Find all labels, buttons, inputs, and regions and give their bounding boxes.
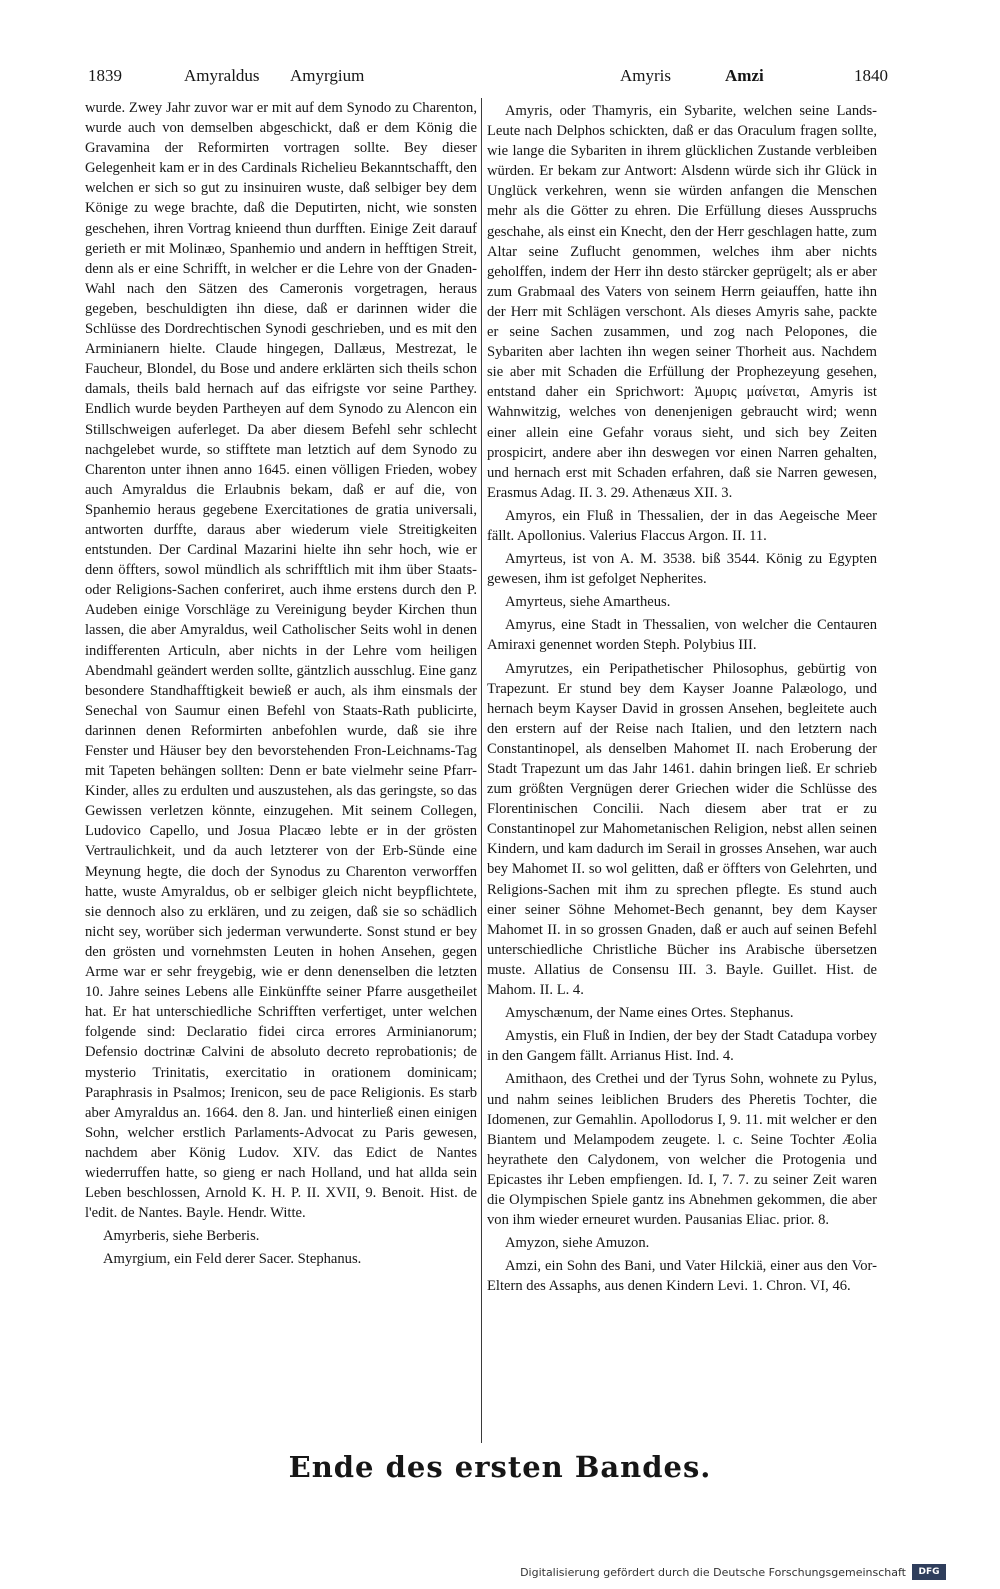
right-keyword-first: Amyris: [620, 66, 671, 85]
left-page-number: 1839: [88, 66, 122, 85]
entry-amyrgium: Amyrgium, ein Feld derer Sacer. Stephanus.: [103, 1251, 362, 1268]
entry-amyzon: Amyzon, siehe Amuzon.: [505, 1235, 650, 1252]
entry-amzi: Amzi, ein Sohn des Bani, und Vater Hilckiä, einer aus den Vor-Eltern des Assaphs, aus denen Kindern Levi. 1. Chron. VI, 46.: [487, 1258, 877, 1295]
entry-amyrberis: Amyrberis, siehe Berberis.: [103, 1228, 260, 1245]
footer-text: Digitalisierung gefördert durch die Deutsche Forschungsgemeinschaft: [520, 1565, 906, 1579]
end-of-volume-title: Ende des ersten Bandes.: [288, 1450, 712, 1484]
entry-amithaon: Amithaon, des Crethei und der Tyrus Sohn, wohnete zu Pylus, und nahm seines leiblichen Bruders des Pheretis Tochter, die Idomenen, zur Gemahlin. Apollodorus I, 9. 11. mit welcher er den Biantem und Melampodem zeugete. l. c. Seine Tochter Æolia heyrathete den Calydonem, von welcher die Protogenia und Epicastes ihr Leben empfiengen. Id. I, 7. 7. zu seiner Zeit waren die Olympischen Spiele gantz ins Abnehmen gekommen, die aber von ihm wieder erneuret wurden. Pausanias Eliac. prior. 8.: [487, 1071, 877, 1229]
entry-amyris: Amyris, oder Thamyris, ein Sybarite, welchen seine Lands-Leute nach Delphos schickten, daß er das Oraculum fragen sollte, wie lange die Sybariten in ihrem glücklichen Zustande verbleiben würden. Er bekam zur Antwort: Alsdenn würde sich ihr Glück in Unglück verkehren, wenn sie würden anfangen die Menschen mehr als die Götter zu ehren. Die Erfüllung dieses Ausspruchs geschahe, als einst ein Knecht, den der Herr geschlagen hatte, zum Altar seine Zuflucht genommen, welches ihm aber nichts geholffen, indem der Herr ihn desto stärcker geprügelt; als er aber zum Grabmaal des Vaters von seinem Herrn geiauffen, hatte ihn der Herr mit Schlägen verschont. Als dieses Amyris sahe, packte er seine Sachen zusammen, und zog nach Pelopones, die Sybariten aber lachten ihn wegen seiner Thorheit aus. Nachdem sie aber mit Schaden die Erfüllung der Prophezeyung gesehen, entstand daher ein Sprichwort: Ἀμυρις μαίνεται, Amyris ist Wahnwitzig, welches von denenjenigen gebraucht wird; wenn einer allein eine Gefahr voraus sieht, und sich bey Zeiten prospicirt, andere aber ihn deswegen vor einen Narren gehalten, und hernach erst mit Schaden erfahren, daß sie Narren gewesen, Erasmus Adag. II. 3. 29. Athenæus XII. 3.: [487, 103, 877, 501]
entry-amyschaenum: Amyschænum, der Name eines Ortes. Stephanus.: [505, 1005, 794, 1022]
entry-amyrteus-see: Amyrteus, siehe Amartheus.: [505, 594, 671, 611]
dfg-logo-icon: DFG: [912, 1564, 946, 1580]
entry-amyrteus: Amyrteus, ist von A. M. 3538. biß 3544. König zu Egypten gewesen, ihm ist gefolget Nepherites.: [487, 551, 877, 588]
left-keyword-last: Amyrgium: [290, 66, 365, 85]
entry-amyros: Amyros, ein Fluß in Thessalien, der in das Aegeische Meer fällt. Apollonius. Valerius Flaccus Argon. II. 11.: [487, 507, 877, 544]
entry-amystis: Amystis, ein Fluß in Indien, der bey der Stadt Catadupa vorbey in den Gangem fällt. Arrianus Hist. Ind. 4.: [487, 1028, 877, 1065]
digitization-footer: [520, 1562, 946, 1582]
page-header: [88, 58, 888, 88]
left-column: [85, 98, 477, 1269]
right-keyword-last: Amzi: [725, 66, 764, 85]
right-page-number: 1840: [854, 66, 888, 85]
entry-amyraldus-continued: wurde. Zwey Jahr zuvor war er mit auf dem Synodo zu Charenton, wurde auch von demselben abgeschickt, daß er dem König die Gravamina der Reformirten vortragen sollte. Bey dieser Gelegenheit kam er in des Cardinals Richelieu Bekanntschafft, den welchen er sich so gut zu insinuiren wuste, daß selbiger bey dem Könige zu wege brachte, daß die Deputirten, nicht, wie sonsten geschehen, ihren Vortrag knieend thun durfften. Einige Zeit darauf gerieth er mit Molinæo, Spanhemio und andern in hefftigen Streit, denn als er eine Schrifft, in welcher er die Lehre von der Gnaden-Wahl nach den Sätzen des Cameronis vorgetragen, heraus gegeben, beschuldigten ihn diese, daß er darinnen wider die Schlüsse des Dordrechtischen Synodi geschrieben, und es mit den Arminianern hielte. Claude hingegen, Dallæus, Mestrezat, le Faucheur, Blondel, du Bose und andere erklärten sich theils schon damals, theils bald hernach auf das eifrigste vor seine Parthey. Endlich wurde beyden Partheyen auf dem Synodo zu Alencon ein Stillschweigen auferleget. Da aber diesem Befehl sehr schlecht nachgelebet wurde, so stifftete man letztich auf dem Synodo zu Charenton unter ihnen anno 1645. einen völligen Frieden, wobey auch Amyraldus die Erlaubnis bekam, daß er auf die, von Spanhemio heraus gegebene Exercitationes de gratia universali, antworten durffte, daraus aber wiederum viele Streitigkeiten entstunden. Der Cardinal Mazarini hielte ihn sehr hoch, wie er denn öffters, sowol mündlich als schrifftlich mit ihm über Staats- oder Religions-Sachen conferiret, auch ihme erstens durch den P. Audeben einige Vorschläge zu Vereinigung beyder Kirchen thun lassen, die aber Amyraldus, weil Catholischer Seits wohl in denen indifferenten Articuln, aber nichts in der Lehre vom heiligen Abendmahl geändert werden sollte, gäntzlich ausschlug. Eine ganz besondere Standhafftigkeit bewieß er auch, als ihm einsmals der Senechal von Saumur einen Befehl von Staats-Rath publicirte, darinnen denen Reformirten anbefohlen wurde, daß sie ihre Fenster und Häuser bey den bevorstehenden Fron-Leichnams-Tag mit Tapeten behängen sollten: Denn er bate vielmehr seine Pfarr-Kinder, alles zu erdulten und auszustehen, als das geringste, so das Gewissen verletzen könnte, einzugehen. Mit seinem Collegen, Ludovico Capello, und Josua Placæo lebte er in der grösten Vertraulichkeit, und da auch letzterer von der Erb-Sünde eine Meynung hegte, die doch der Synodus zu Charenton verworffen hatte, wuste Amyraldus, ob er selbiger gleich nicht beypflichtete, sie dennoch also zu erklären, und zu zeigen, daß sie so schädlich nicht sey, worüber sich jederman verwunderte. Sonst stund er bey den grösten und vornehmsten Leuten in hohen Ansehen, gegen Arme war er sehr freygebig, wie er denn denenselben die letzten 10. Jahre seines Lebens alle Einkünffte seiner Pfarre ausgetheilet hat. Er hat unterschiedliche Schrifften verfertiget, unter welchen folgende sind: Declaratio fidei circa errores Arminianorum; Defensio doctrinæ Calvini de absoluto decreto reprobationis; de mysterio Trinitatis, exercitatio in orationem dominicam; Paraphrasis in Psalmos; Irenicon, seu de pace Religionis. Es starb aber Amyraldus an. 1664. den 8. Jan. und hinterließ einen einigen Sohn, welcher erstlich Parlaments-Advocat zu Paris gewesen, nachdem aber König Ludov. XIV. das Edict de Nantes wiederruffen hatte, so gieng er nach Holland, und hat allda sein Leben beschlossen, Arnold K. H. P. II. XVII, 9. Benoit. Hist. de l'edit. de Nantes. Bayle. Hendr. Witte.: [85, 100, 477, 1222]
entry-amyrus: Amyrus, eine Stadt in Thessalien, von welcher die Centauren Amiraxi genennet worden Steph. Polybius III.: [487, 617, 877, 654]
entry-amyrutzes: Amyrutzes, ein Peripathetischer Philosophus, gebürtig von Trapezunt. Er stund bey dem Kayser Joanne Palæologo, und hernach beym Kayser David in grossen Ansehen, begleitete auch den erstern auf der Reise nach Italien, und den letztern nach Constantinopel, als denselben Mahomet II. nach Eroberung der Stadt Trapezunt um das Jahr 1461. dahin bringen ließ. Er schrieb zum größten Vergnügen derer Griechen wider die Schlüsse des Florentinischen Concilii. Nach diesem aber trat er zu Constantinopel zur Mahometanischen Religion, nebst allen seinen Kindern, und kam dadurch im Serail in grosses Ansehen, war auch bey Mahomet II. so wol gelitten, daß er öffters von Gelehrten, und Religions-Sachen mit ihm zu sprechen pflegte. Es stund auch einer seiner Söhne Mehomet-Bech genannt, bey dem Kayser Mahomet II. in so grossen Gnaden, daß er auch auf seinen Befehl unterschiedliche Christliche Bücher ins Arabische übersetzen muste. Allatius de Consensu III. 3. Bayle. Guillet. Hist. de Mahom. II. L. 4.: [487, 660, 877, 999]
left-keyword-first: Amyraldus: [184, 66, 260, 85]
column-divider: [481, 98, 482, 1443]
right-column: [487, 98, 877, 1296]
